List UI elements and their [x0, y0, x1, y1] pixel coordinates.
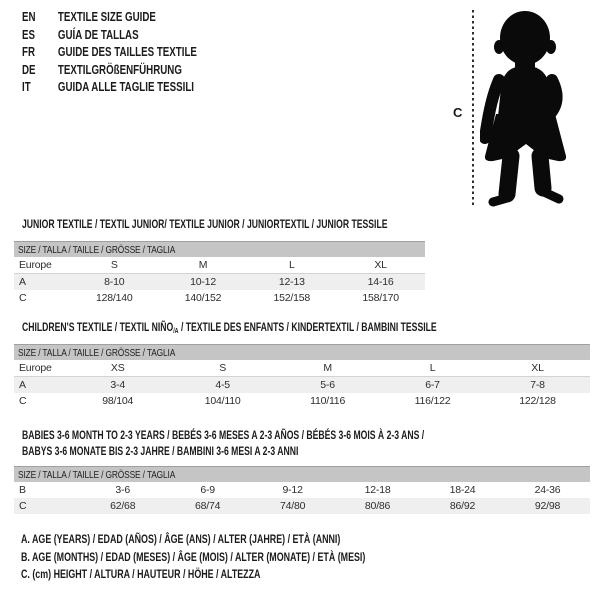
lang-label: GUIDA ALLE TAGLIE TESSILI: [57, 80, 195, 95]
size-cell: XS: [65, 360, 170, 377]
junior-size-table: [14, 241, 425, 306]
size-cell: 152/158: [273, 292, 311, 304]
size-cell: 80/86: [335, 498, 420, 514]
size-cell: 122/128: [519, 395, 556, 407]
lang-code: FR: [22, 45, 36, 60]
size-cell: 14-16: [336, 274, 425, 291]
junior-section-title: JUNIOR TEXTILE / TEXTIL JUNIOR/ TEXTILE JUNIOR / JUNIORTEXTIL / JUNIOR TESSILE: [22, 217, 388, 231]
size-cell: L: [247, 257, 336, 274]
size-band-row: [14, 242, 425, 258]
size-band-row: [14, 467, 590, 483]
children-section-title: [22, 320, 437, 335]
size-cell: 128/140: [95, 292, 133, 304]
row-label: Europe: [14, 360, 65, 377]
size-cell: 24-36: [534, 484, 561, 496]
size-band-label: SIZE / TALLA / TAILLE / GRÖSSE / TAGLIA: [18, 243, 176, 256]
table-row: [14, 498, 590, 514]
lang-row-fr: [22, 44, 197, 62]
lang-code: ES: [22, 27, 36, 42]
size-cell: L: [380, 360, 485, 377]
size-cell: 104/110: [204, 395, 241, 407]
size-cell: 116/122: [414, 395, 451, 407]
lang-label: GUIDE DES TAILLES TEXTILE: [57, 45, 197, 60]
size-cell: XL: [336, 257, 425, 274]
size-cell: XL: [485, 360, 590, 377]
size-cell: 8-10: [70, 274, 159, 291]
table-row: [14, 377, 590, 394]
height-measure-label: C: [453, 105, 463, 120]
size-cell: M: [275, 360, 380, 377]
children-size-table: [14, 344, 590, 409]
size-band-label: SIZE / TALLA / TAILLE / GRÖSSE / TAGLIA: [18, 346, 176, 359]
size-cell: 5-6: [275, 377, 380, 394]
table-row: [14, 274, 425, 291]
size-cell: 62/68: [80, 498, 165, 514]
babies-title-line2: BABYS 3-6 MONATE BIS 2-3 JAHRE / BAMBINI 3-6 MESI A 2-3 ANNI: [22, 444, 299, 458]
row-label: C: [19, 292, 27, 304]
size-cell: 74/80: [250, 498, 335, 514]
size-cell: 68/74: [165, 498, 250, 514]
lang-row-es: [22, 27, 197, 45]
row-label: A: [14, 274, 70, 291]
size-cell: 92/98: [505, 498, 590, 514]
children-title-subscript: /A: [173, 326, 179, 336]
size-cell: 10-12: [159, 274, 248, 291]
size-cell: 12-13: [247, 274, 336, 291]
lang-code: IT: [22, 80, 31, 95]
row-label: A: [14, 377, 65, 394]
size-cell: M: [159, 257, 248, 274]
size-cell: 12-18: [364, 484, 391, 496]
lang-row-de: [22, 62, 197, 80]
table-row: [14, 482, 590, 498]
height-measure-dotted-line: [472, 10, 474, 208]
row-label: C: [19, 395, 27, 407]
lang-row-it: [22, 79, 197, 97]
lang-label: TEXTILGRÖßENFÜHRUNG: [57, 62, 182, 77]
size-cell: 158/170: [362, 292, 399, 304]
size-cell: S: [70, 257, 159, 274]
size-cell: 3-6: [115, 484, 130, 496]
babies-size-table: [14, 466, 590, 514]
table-row: [14, 393, 590, 409]
lang-label: GUÍA DE TALLAS: [57, 27, 139, 42]
size-band-label: SIZE / TALLA / TAILLE / GRÖSSE / TAGLIA: [18, 468, 176, 481]
size-cell: 98/104: [102, 395, 134, 407]
toddler-silhouette-image: [480, 8, 574, 208]
size-cell: 3-4: [65, 377, 170, 394]
measure-legend: [21, 531, 486, 584]
lang-row-en: [22, 9, 197, 27]
legend-line-c: C. (cm) HEIGHT / ALTURA / HAUTEUR / HÖHE / ALTEZZA: [21, 567, 261, 582]
babies-title-line1: BABIES 3-6 MONTH TO 2-3 YEARS / BEBÉS 3-6 MESES A 2-3 AÑOS / BÉBÉS 3-6 MOIS À 2-3 ANS /: [22, 428, 425, 442]
size-cell: 4-5: [170, 377, 275, 394]
size-cell: 6-9: [200, 484, 215, 496]
row-label: C: [14, 498, 80, 514]
row-label: Europe: [14, 257, 70, 274]
size-cell: 86/92: [420, 498, 505, 514]
size-cell: 140/152: [184, 292, 222, 304]
size-cell: 7-8: [485, 377, 590, 394]
size-cell: 9-12: [282, 484, 303, 496]
size-cell: S: [170, 360, 275, 377]
table-row: [14, 257, 425, 274]
children-title-pre: CHILDREN'S TEXTILE / TEXTIL NIÑO: [22, 320, 174, 334]
babies-section-title: [22, 427, 424, 459]
lang-code: EN: [22, 10, 36, 24]
size-cell: 18-24: [449, 484, 476, 496]
lang-label: TEXTILE SIZE GUIDE: [57, 10, 156, 24]
lang-code: DE: [22, 62, 36, 77]
table-row: [14, 360, 590, 377]
legend-line-b: B. AGE (MONTHS) / EDAD (MESES) / ÂGE (MOIS) / ALTER (MONATE) / ETÀ (MESI): [21, 549, 366, 564]
table-row: [14, 290, 425, 306]
legend-line-a: A. AGE (YEARS) / EDAD (AÑOS) / ÂGE (ANS) / ALTER (JAHRE) / ETÀ (ANNI): [21, 532, 341, 546]
children-title-post: / TEXTILE DES ENFANTS / KINDERTEXTIL / BAMBINI TESSILE: [178, 320, 437, 334]
row-label: B: [19, 484, 26, 496]
language-title-list: [22, 9, 246, 97]
size-band-row: [14, 345, 590, 361]
size-cell: 6-7: [380, 377, 485, 394]
size-cell: 110/116: [310, 395, 346, 407]
